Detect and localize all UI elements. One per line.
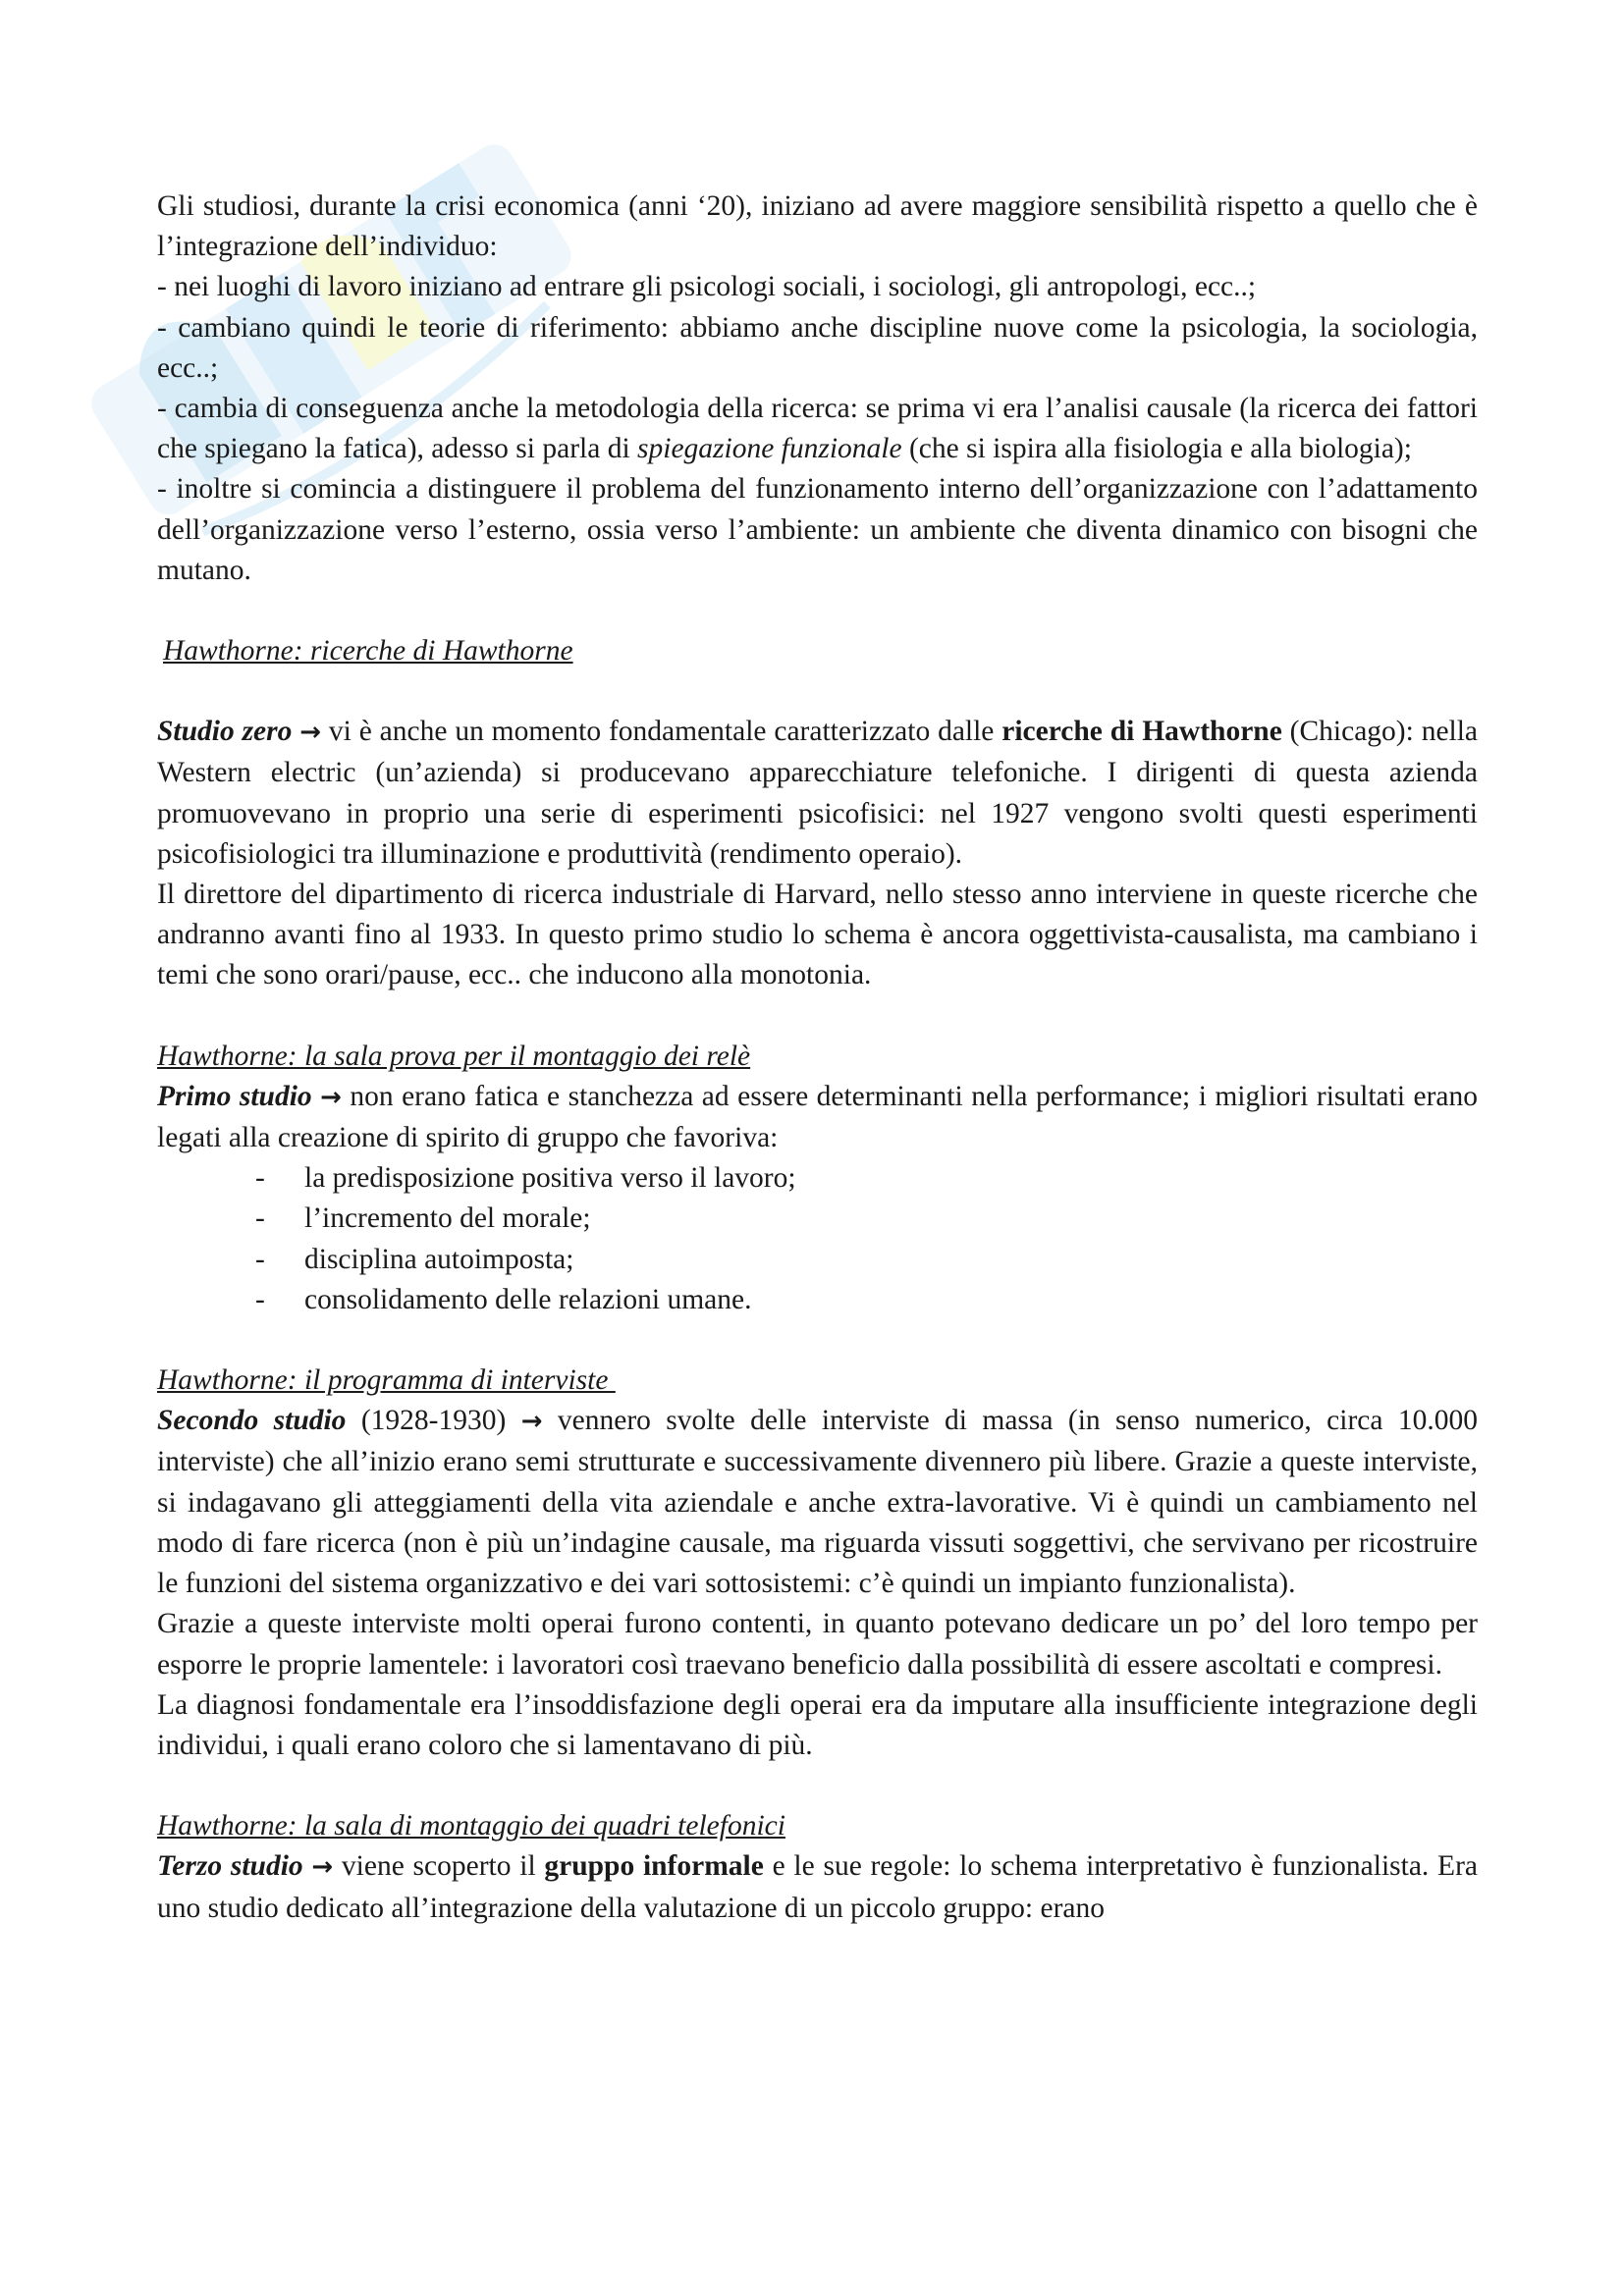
section-heading-interviste: Hawthorne: il programma di interviste bbox=[157, 1364, 616, 1397]
list-item: - disciplina autoimposta; bbox=[255, 1240, 1478, 1280]
diagnosi-paragraph: La diagnosi fondamentale era l’insoddisfazione degli operai era da imputare alla insufficiente integrazione degli individui, i quali erano coloro che si lamentavano di più. bbox=[157, 1688, 1478, 1761]
lead-studio-zero: Studio zero bbox=[157, 716, 293, 748]
list-item: - la predisposizione positiva verso il lavoro; bbox=[255, 1158, 1478, 1199]
arrow-icon: → bbox=[299, 718, 322, 748]
lead-secondo-studio: Secondo studio bbox=[157, 1405, 347, 1437]
intro-bullet-3: - cambia di conseguenza anche la metodologia della ricerca: se prima vi era l’analisi causale (la ricerca dei fattori che spiegano la fatica), adesso si parla di spiegazione funzionale (che si ispira alla fisiologia e alla biologia); bbox=[157, 393, 1478, 465]
list-item: - consolidamento delle relazioni umane. bbox=[255, 1280, 1478, 1320]
section-heading-quadri-telefonici: Hawthorne: la sala di montaggio dei quadri telefonici bbox=[157, 1810, 785, 1842]
emphasis-spiegazione-funzionale: spiegazione funzionale bbox=[637, 433, 902, 465]
bold-ricerche-hawthorne: ricerche di Hawthorne bbox=[1001, 716, 1282, 748]
interviste-paragraph: Grazie a queste interviste molti operai furono contenti, in quanto potevano dedicare un po’ del loro tempo per esporre le proprie lamentele: i lavoratori così traevano beneficio dalla possibilità di essere ascoltati e compresi. bbox=[157, 1608, 1478, 1681]
arrow-icon: → bbox=[311, 1852, 334, 1883]
bold-gruppo-informale: gruppo informale bbox=[544, 1850, 764, 1883]
section-heading-sala-prova: Hawthorne: la sala prova per il montaggio dei relè bbox=[157, 1040, 751, 1072]
lead-terzo-studio: Terzo studio bbox=[157, 1850, 303, 1883]
intro-bullet-4: - inoltre si comincia a distinguere il problema del funzionamento interno dell’organizzazione con l’adattamento dell’organizzazione verso l’esterno, ossia verso l’ambiente: un ambiente che diventa dinamico con bisogni che mutano. bbox=[157, 473, 1478, 586]
intro-bullet-1: - nei luoghi di lavoro iniziano ad entrare gli psicologi sociali, i sociologi, gli antropologi, ecc..; bbox=[157, 271, 1257, 303]
studio-zero-paragraph: Studio zero → vi è anche un momento fondamentale caratterizzato dalle ricerche di Hawthorne (Chicago): nella Western electric (un’azienda) si producevano apparecchiature telefoniche. I dirigenti di questa azienda promuovevano in proprio una serie di esperimenti psicofisici: nel 1927 vengono svolti questi esperimenti psicofisiologici tra illuminazione e produttività (rendimento operaio). bbox=[157, 716, 1479, 870]
terzo-studio-paragraph: Terzo studio → viene scoperto il gruppo informale e le sue regole: lo schema interpretativo è funzionalista. Era uno studio dedicato all’integrazione della valutazione di un piccolo gruppo: erano bbox=[157, 1850, 1478, 1924]
list-item: - l’incremento del morale; bbox=[255, 1199, 1478, 1239]
primo-studio-list bbox=[157, 1158, 1478, 1320]
intro-bullet-2: - cambiano quindi le teorie di riferimento: abbiamo anche discipline nuove come la psicologia, la sociologia, ecc..; bbox=[157, 311, 1478, 384]
arrow-icon: → bbox=[520, 1407, 543, 1437]
intro-paragraph: Gli studiosi, durante la crisi economica (anni ‘20), iniziano ad avere maggiore sensibilità rispetto a quello che è l’integrazione dell’individuo: bbox=[157, 190, 1478, 263]
secondo-studio-paragraph: Secondo studio (1928-1930) → vennero svolte delle interviste di massa (in senso numerico, circa 10.000 interviste) che all’inizio erano semi strutturate e successivamente divennero più libere. Grazie a queste interviste, si indagavano gli atteggiamenti della vita aziendale e anche extra-lavorative. Vi è quindi un cambiamento nel modo di fare ricerca (non è più un’indagine causale, ma riguarda vissuti soggettivi, che servivano per ricostruire le funzioni del sistema organizzativo e dei vari sottosistemi: c’è quindi un impianto funzionalista). bbox=[157, 1405, 1478, 1600]
arrow-icon: → bbox=[320, 1082, 342, 1112]
document-page bbox=[157, 187, 1478, 1929]
lead-primo-studio: Primo studio bbox=[157, 1080, 312, 1112]
primo-studio-paragraph: Primo studio → non erano fatica e stanchezza ad essere determinanti nella performance; i migliori risultati erano legati alla creazione di spirito di gruppo che favoriva: bbox=[157, 1080, 1478, 1154]
direttore-paragraph: Il direttore del dipartimento di ricerca industriale di Harvard, nello stesso anno interviene in queste ricerche che andranno avanti fino al 1933. In questo primo studio lo schema è ancora oggettivista-causalista, ma cambiano i temi che sono orari/pause, ecc.. che inducono alla monotonia. bbox=[157, 879, 1478, 991]
section-heading-ricerche: Hawthorne: ricerche di Hawthorne bbox=[163, 635, 573, 667]
